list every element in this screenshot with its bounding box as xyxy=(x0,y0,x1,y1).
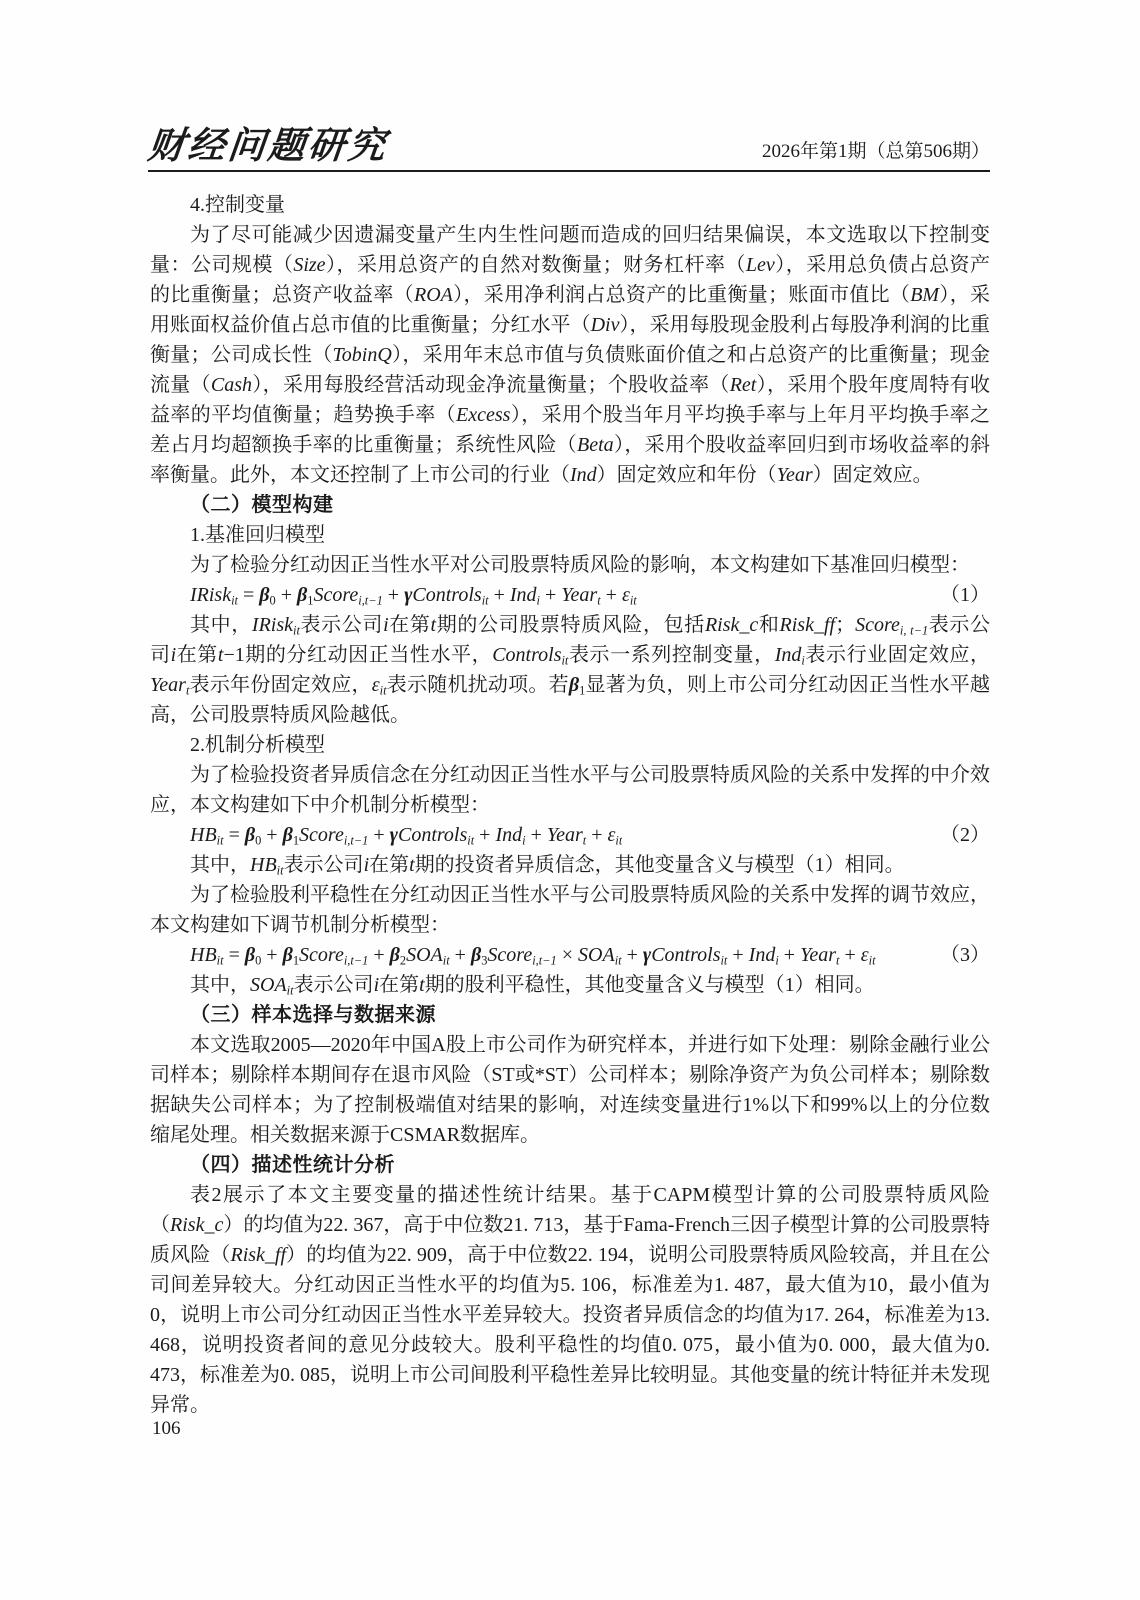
subscript-text: it xyxy=(720,953,728,968)
text-segment: 表示公司 xyxy=(293,974,374,996)
text-segment: = xyxy=(223,824,245,846)
model-equation xyxy=(150,940,990,970)
text-segment: Score xyxy=(855,614,900,636)
paragraph xyxy=(150,970,990,1000)
paragraph xyxy=(150,1030,990,1150)
text-segment: 和 xyxy=(758,614,780,636)
model-equation xyxy=(150,580,990,610)
text-segment: 2.机制分析模型 xyxy=(190,734,325,756)
text-segment: Ind xyxy=(509,584,537,606)
text-segment: Score xyxy=(299,944,344,966)
text-segment: ）固定效应和年份（ xyxy=(596,464,777,486)
text-segment: γ xyxy=(404,584,413,606)
subscript-text: it xyxy=(868,953,876,968)
subscript-text: t xyxy=(597,593,601,608)
subscript-text: it xyxy=(442,953,450,968)
text-segment: 其中， xyxy=(190,614,252,636)
text-segment: t xyxy=(409,854,415,876)
text-segment: + xyxy=(839,944,861,966)
subscript-text: i, t−1 xyxy=(899,623,929,638)
subscript-text: i xyxy=(801,653,805,668)
subscript-text: 1 xyxy=(292,833,300,848)
text-segment: t xyxy=(419,974,425,996)
text-segment: Div xyxy=(590,314,620,336)
issue-info: 2026年第1期（总第506期） xyxy=(761,141,990,162)
subscript-text: it xyxy=(481,593,489,608)
text-segment: ε xyxy=(607,824,616,846)
subscript-text: 2 xyxy=(399,953,407,968)
text-segment: ； xyxy=(835,614,856,636)
text-segment: + xyxy=(275,584,297,606)
subscript-text: it xyxy=(561,653,569,668)
text-segment: 其中， xyxy=(190,854,250,876)
subscript-text: 1 xyxy=(307,593,314,608)
text-segment: Beta xyxy=(577,434,614,456)
subscript-text: it xyxy=(467,833,475,848)
subscript-text: i xyxy=(775,953,779,968)
subscript-text: t xyxy=(185,683,190,698)
subscript-text: i,t−1 xyxy=(358,593,383,608)
journal-logo: 财经问题研究 xyxy=(145,126,391,167)
text-segment: Year xyxy=(546,824,583,846)
text-segment: + xyxy=(261,824,283,846)
paragraph xyxy=(150,220,990,490)
subscript-text: i,t−1 xyxy=(343,833,369,848)
subscript-text: t xyxy=(582,833,587,848)
text-segment: + xyxy=(600,584,622,606)
text-segment: γ xyxy=(642,944,652,966)
text-segment: i xyxy=(363,854,370,876)
paragraph xyxy=(150,850,990,880)
text-segment: BM xyxy=(910,284,940,306)
equation-number: （3） xyxy=(940,944,990,966)
text-segment: ε xyxy=(371,674,380,696)
text-segment: ），采用个股收益率回归到市场收益率的斜率衡量。此外，本文还控制了上市公司的行业（ xyxy=(150,434,991,486)
text-segment: 本文选取2005—2020年中国A股上市公司作为研究样本，并进行如下处理：剔除金融行业公司样本；剔除样本期间存在退市风险（ST或*ST）公司样本；剔除净资产为负公司样本；剔除数据缺失公司样本；为了控制极端值对结果的影响，对连续变量进行1%以下和99%以上的分位数缩尾处理。相关数据来源于CSMAR数据库。 xyxy=(150,1034,990,1146)
text-segment: 1.基准回归模型 xyxy=(190,524,325,546)
subscript-text: it xyxy=(629,593,637,608)
text-segment: Risk_c xyxy=(170,1214,224,1236)
text-segment: i xyxy=(383,614,389,636)
text-segment: 为了检验投资者异质信念在分红动因正当性水平与公司股票特质风险的关系中发挥的中介效应，本文构建如下中介机制分析模型： xyxy=(150,764,990,816)
subscript-text: i xyxy=(536,593,540,608)
text-segment: × xyxy=(556,944,579,966)
section-heading xyxy=(150,490,990,520)
text-segment: Year xyxy=(776,464,813,486)
text-segment: 为了检验股利平稳性在分红动因正当性水平与公司股票特质风险的关系中发挥的调节效应，本文构建如下调节机制分析模型： xyxy=(150,884,990,936)
text-segment: β xyxy=(244,824,256,846)
text-segment: β xyxy=(568,674,580,696)
page-number: 106 xyxy=(152,1418,181,1439)
text-segment: −1期的分红动因正当性水平， xyxy=(223,644,493,666)
text-segment: + xyxy=(525,824,547,846)
subscript-text: i xyxy=(522,833,526,848)
text-segment: Risk_ff xyxy=(779,614,836,636)
text-segment: Score xyxy=(487,944,533,966)
subscript-text: it xyxy=(614,953,622,968)
text-segment: ε xyxy=(860,944,869,966)
subscript-text: it xyxy=(276,863,284,878)
text-segment: ），采用账面权益价值占总市值的比重衡量；分红水平（ xyxy=(150,284,991,336)
text-segment: Risk_ff xyxy=(230,1244,287,1266)
subscript-text: it xyxy=(216,953,224,968)
equation-number: （2） xyxy=(940,824,990,846)
text-segment: + xyxy=(261,944,283,966)
text-segment: 表示公司 xyxy=(283,854,364,876)
text-segment: 表示一系列控制变量， xyxy=(568,644,775,666)
text-segment: 在第 xyxy=(369,854,410,876)
text-segment: （四）描述性统计分析 xyxy=(190,1154,395,1176)
text-segment: Controls xyxy=(492,644,562,666)
text-segment: Year xyxy=(150,674,186,696)
subscript-text: it xyxy=(216,833,224,848)
text-segment: Cash xyxy=(210,374,253,396)
text-segment: ）的均值为22. 367，高于中位数21. 713，基于Fama-French三因子模型计算的公司股票特质风险（ xyxy=(150,1214,991,1266)
paragraph xyxy=(150,520,990,550)
text-segment: 在第 xyxy=(379,974,420,996)
text-segment: Controls xyxy=(651,944,721,966)
text-segment: ROA xyxy=(413,284,453,306)
text-segment: TobinQ xyxy=(332,344,392,366)
text-segment: Size xyxy=(293,254,326,276)
text-segment: SOA xyxy=(406,944,443,966)
text-segment: HB xyxy=(190,824,217,846)
text-segment: 显著为负，则上市公司分红动因正当性水平越高，公司股票特质风险越低。 xyxy=(150,674,991,726)
text-segment: β xyxy=(282,824,293,846)
text-segment: ），采用总负债占总资产的比重衡量；总资产收益率（ xyxy=(150,254,991,306)
text-segment: 期的投资者异质信念，其他变量含义与模型（1）相同。 xyxy=(414,854,905,876)
text-segment: + xyxy=(539,584,562,606)
text-segment: Ind xyxy=(495,824,523,846)
text-segment: 表2展示了本文主要变量的描述性统计结果。基于CAPM模型计算的公司股票特质风险（ xyxy=(150,1184,990,1236)
text-segment: Excess xyxy=(456,404,511,426)
section-heading xyxy=(150,1150,990,1180)
text-segment: 在第 xyxy=(176,644,218,666)
text-segment: Score xyxy=(313,584,359,606)
subscript-text: it xyxy=(379,683,387,698)
text-segment: + xyxy=(368,824,390,846)
text-segment: Controls xyxy=(397,824,468,846)
journal-header xyxy=(145,126,990,172)
equation-body xyxy=(190,820,622,850)
section-heading xyxy=(150,1000,990,1030)
subscript-text: it xyxy=(293,623,300,638)
paragraph xyxy=(150,760,990,820)
subscript-text: 3 xyxy=(481,953,488,968)
text-segment: i xyxy=(170,644,177,666)
subscript-text: 1 xyxy=(292,953,300,968)
text-segment: HB xyxy=(190,944,217,966)
text-segment: + xyxy=(382,584,405,606)
text-segment: 表示随机扰动项。若 xyxy=(386,674,569,696)
text-segment: 其中， xyxy=(190,974,250,996)
text-segment: β xyxy=(244,944,256,966)
text-segment: Controls xyxy=(412,584,482,606)
paragraph xyxy=(150,730,990,760)
text-segment: + xyxy=(621,944,643,966)
text-segment: Year xyxy=(561,584,598,606)
subscript-text: i,t−1 xyxy=(532,953,557,968)
model-equation xyxy=(150,820,990,850)
text-segment: 表示行业固定效应， xyxy=(804,644,991,666)
subscript-text: t xyxy=(836,953,840,968)
article-body xyxy=(150,190,990,1420)
subscript-text: it xyxy=(231,593,238,608)
text-segment: ），采用每股现金股利占每股净利润的比重衡量；公司成长性（ xyxy=(150,314,991,366)
text-segment: 表示公司 xyxy=(150,614,991,666)
text-segment: γ xyxy=(389,824,398,846)
text-segment: 为了检验分红动因正当性水平对公司股票特质风险的影响，本文构建如下基准回归模型： xyxy=(190,554,970,576)
text-segment: 期的股利平稳性，其他变量含义与模型（1）相同。 xyxy=(424,974,875,996)
text-segment: Risk_c xyxy=(704,614,759,636)
text-segment: Ret xyxy=(729,374,757,396)
paragraph xyxy=(150,1180,990,1420)
paragraph xyxy=(150,190,990,220)
text-segment: 期的公司股票特质风险，包括 xyxy=(436,614,705,636)
text-segment: β xyxy=(259,584,270,606)
text-segment: Score xyxy=(299,824,344,846)
subscript-text: 0 xyxy=(269,593,276,608)
text-segment: = xyxy=(237,584,260,606)
text-segment: + xyxy=(474,824,496,846)
text-segment: β xyxy=(297,584,308,606)
text-segment: SOA xyxy=(578,944,615,966)
text-segment: ），采用净利润占总资产的比重衡量；账面市值比（ xyxy=(452,284,911,306)
text-segment: + xyxy=(778,944,801,966)
text-segment: 4.控制变量 xyxy=(190,194,285,216)
text-segment: 在第 xyxy=(388,614,431,636)
text-segment: （二）模型构建 xyxy=(190,494,334,516)
text-segment: ），采用总资产的自然对数衡量；财务杠杆率（ xyxy=(325,254,746,276)
paragraph xyxy=(150,550,990,580)
subscript-text: it xyxy=(615,833,623,848)
text-segment: + xyxy=(727,944,749,966)
text-segment: IRisk xyxy=(251,614,293,636)
text-segment: = xyxy=(223,944,245,966)
text-segment: Ind xyxy=(774,644,802,666)
text-segment: + xyxy=(488,584,510,606)
text-segment: Ind xyxy=(570,464,597,486)
equation-number: （1） xyxy=(940,584,990,606)
text-segment: ε xyxy=(621,584,630,606)
subscript-text: i,t−1 xyxy=(343,953,369,968)
text-segment: β xyxy=(282,944,293,966)
subscript-text: 0 xyxy=(255,953,262,968)
text-segment: 为了尽可能减少因遗漏变量产生内生性问题而造成的回归结果偏误，本文选取以下控制变量：公司规模（ xyxy=(150,224,990,276)
text-segment: ），采用个股年度周特有收益率的平均值衡量；趋势换手率（ xyxy=(150,374,991,426)
subscript-text: 0 xyxy=(255,833,262,848)
text-segment: t xyxy=(430,614,437,636)
text-segment: ），采用个股当年月平均换手率与上年月平均换手率之差占月均超额换手率的比重衡量；系统性风险（ xyxy=(150,404,991,456)
text-segment: HB xyxy=(250,854,277,876)
text-segment: Lev xyxy=(745,254,775,276)
text-segment: IRisk xyxy=(190,584,232,606)
text-segment: SOA xyxy=(250,974,287,996)
text-segment: t xyxy=(217,644,224,666)
text-segment: ），采用每股经营活动现金净流量衡量；个股收益率（ xyxy=(252,374,730,396)
text-segment: β xyxy=(470,944,482,966)
text-segment: ），采用年末总市值与负债账面价值之和占总资产的比重衡量；现金流量（ xyxy=(150,344,991,396)
text-segment: i xyxy=(373,974,380,996)
text-segment: Ind xyxy=(748,944,776,966)
paragraph xyxy=(150,610,990,730)
equation-body xyxy=(190,940,876,970)
text-segment: 表示年份固定效应， xyxy=(189,674,372,696)
equation-body xyxy=(190,580,637,610)
text-segment: Year xyxy=(800,944,837,966)
text-segment: ）的均值为22. 909，高于中位数22. 194，说明公司股票特质风险较高，并且在公司间差异较大。分红动因正当性水平的均值为5. 106，标准差为1. 487，最大值为10，最小值为0，说明上市公司分红动因正当性水平差异较大。投资者异质信念的均值为17. 264，标准差为13. 468，说明投资者间的意见分歧较大。股利平稳性的均值0. 075，最小值为0. 000，最大值为0. 473，标准差为0. 085，说明上市公司间股利平稳性差异比较明显。其他变量的统计特征并未发现异常。 xyxy=(150,1244,991,1416)
paragraph xyxy=(150,880,990,940)
text-segment: 表示公司 xyxy=(299,614,384,636)
text-segment: + xyxy=(586,824,608,846)
text-segment: ）固定效应。 xyxy=(812,464,933,486)
text-segment: （三）样本选择与数据来源 xyxy=(190,1004,436,1026)
text-segment: β xyxy=(389,944,400,966)
subscript-text: 1 xyxy=(579,683,586,698)
text-segment: + xyxy=(449,944,471,966)
subscript-text: it xyxy=(286,983,294,998)
text-segment: + xyxy=(368,944,390,966)
